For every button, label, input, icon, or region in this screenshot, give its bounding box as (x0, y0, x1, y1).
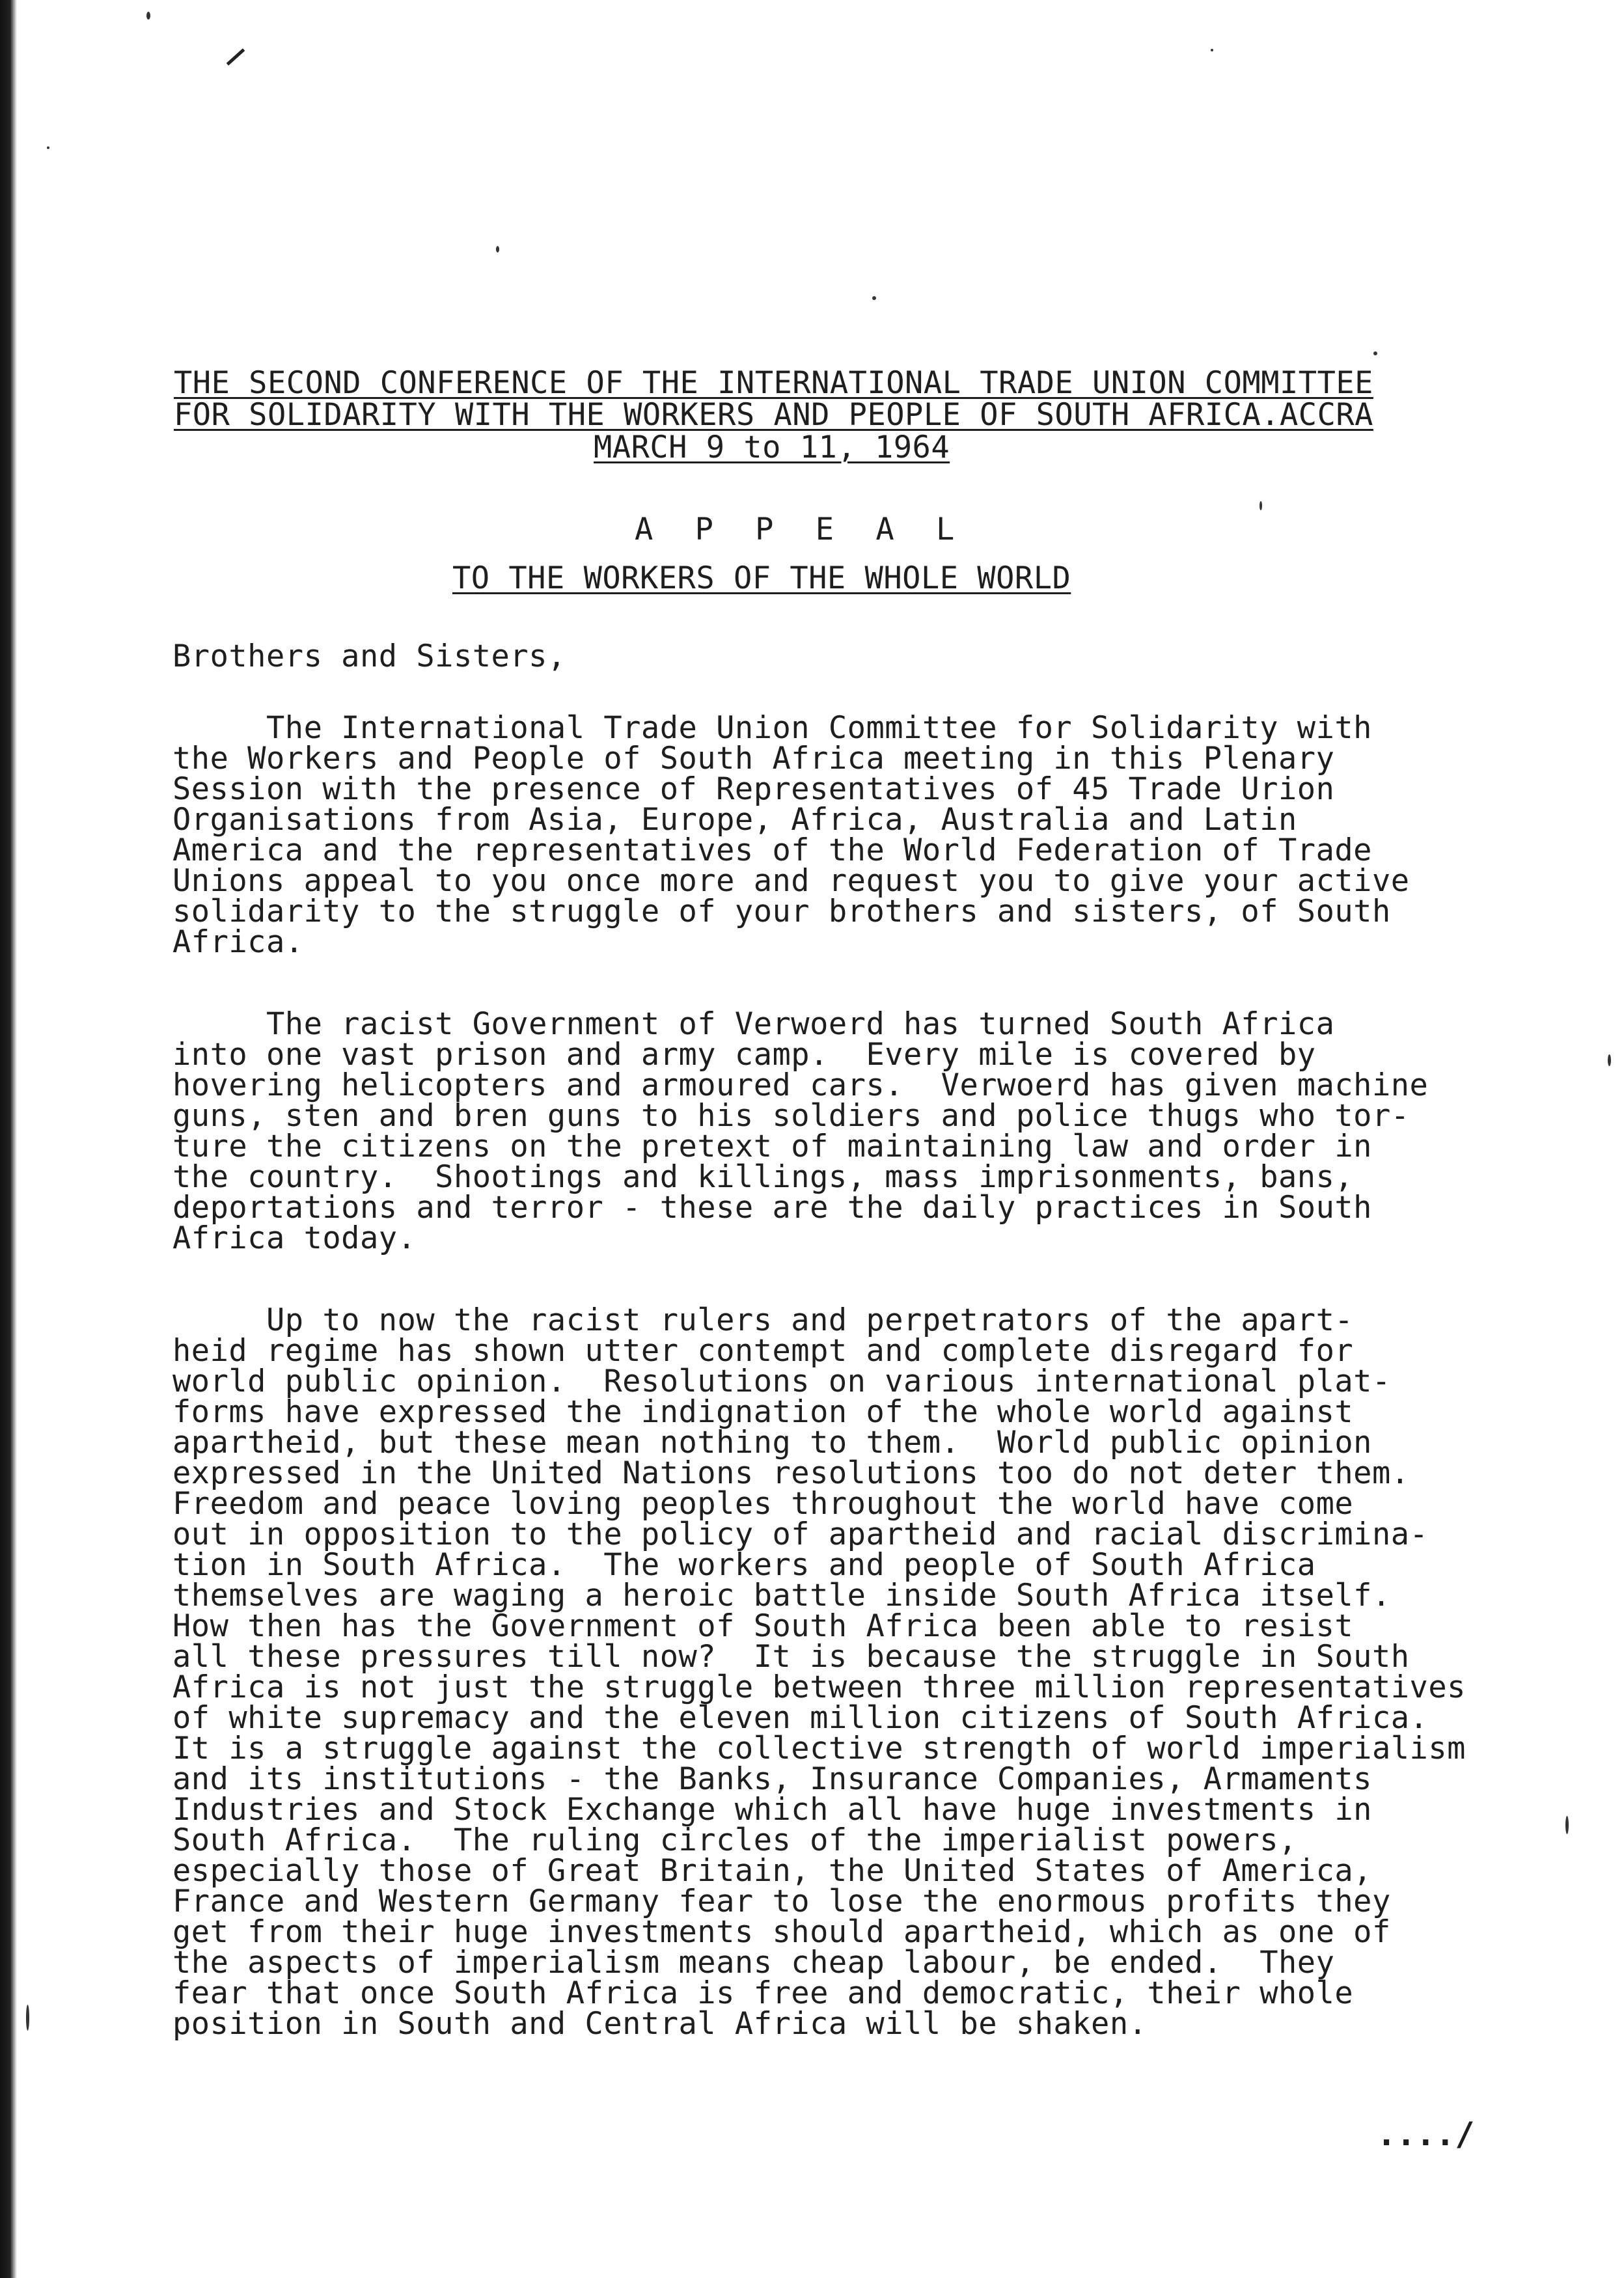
text-line: the Workers and People of South Africa meeting in this Plenary (172, 741, 1335, 776)
text-line: Africa today. (172, 1220, 417, 1256)
text-line: the aspects of imperialism means cheap labour, be ended. They (172, 1945, 1335, 1981)
text-line: South Africa. The ruling circles of the imperialist powers, (172, 1822, 1297, 1858)
text-line: all these pressures till now? It is because the struggle in South (172, 1639, 1410, 1675)
text-line: expressed in the United Nations resolutions too do not deter them. (172, 1455, 1410, 1491)
scan-speck (1608, 1054, 1611, 1066)
scan-speck (496, 246, 499, 253)
scan-speck (872, 296, 876, 300)
scan-mark (227, 48, 245, 65)
text-line: Industries and Stock Exchange which all have huge investments in (172, 1792, 1372, 1828)
text-line: It is a struggle against the collective strength of world imperialism (172, 1731, 1466, 1766)
text-line: Up to now the racist rulers and perpetrators of the apart- (172, 1302, 1354, 1338)
appeal-subtitle: TO THE WORKERS OF THE WHOLE WORLD (452, 560, 1071, 596)
text-line: deportations and terror - these are the daily practices in South (172, 1190, 1372, 1226)
text-line: Session with the presence of Representatives of 45 Trade Urion (172, 771, 1335, 807)
scan-speck (47, 146, 49, 149)
text-line: Organisations from Asia, Europe, Africa, Australia and Latin (172, 802, 1297, 838)
text-line: themselves are waging a heroic battle inside South Africa itself. (172, 1578, 1391, 1613)
scan-speck (1259, 501, 1262, 510)
text-line: Africa is not just the struggle between three million representatives (172, 1669, 1466, 1705)
text-line: out in opposition to the policy of apartheid and racial discrimina- (172, 1516, 1429, 1552)
text-line: The racist Government of Verwoerd has turned South Africa (172, 1006, 1335, 1042)
text-line: ture the citizens on the pretext of maintaining law and order in (172, 1129, 1372, 1164)
text-line: heid regime has shown utter contempt and complete disregard for (172, 1333, 1354, 1369)
text-line: tion in South Africa. The workers and people of South Africa (172, 1547, 1316, 1583)
scan-left-edge (0, 0, 17, 2278)
text-line: America and the representatives of the World Federation of Trade (172, 832, 1372, 868)
text-line: apartheid, but these mean nothing to them. World public opinion (172, 1425, 1372, 1461)
text-line: of white supremacy and the eleven million citizens of South Africa. (172, 1700, 1429, 1736)
text-line: The International Trade Union Committee for Solidarity with (172, 710, 1372, 746)
heading-line-2: FOR SOLIDARITY WITH THE WORKERS AND PEOPLE OF SOUTH AFRICA.ACCRA (174, 397, 1373, 433)
continuation-mark: ..../ (1377, 2115, 1475, 2153)
scan-speck (1373, 351, 1377, 355)
text-line: Freedom and peace loving peoples throughout the world have come (172, 1486, 1354, 1522)
heading-line-3: MARCH 9 to 11, 1964 (594, 430, 950, 465)
text-line: France and Western Germany fear to lose the enormous profits they (172, 1884, 1391, 1919)
text-line: fear that once South Africa is free and democratic, their whole (172, 1975, 1354, 2011)
salutation: Brothers and Sisters, (172, 638, 566, 674)
scan-speck (26, 2005, 29, 2031)
text-line: solidarity to the struggle of your brothers and sisters, of South (172, 894, 1391, 929)
text-line: guns, sten and bren guns to his soldiers and police thugs who tor- (172, 1098, 1410, 1134)
scan-speck (1565, 1816, 1569, 1834)
text-line: Unions appeal to you once more and request you to give your active (172, 863, 1410, 899)
scan-speck (146, 12, 150, 20)
heading-line-1: THE SECOND CONFERENCE OF THE INTERNATIONAL TRADE UNION COMMITTEE (174, 365, 1373, 401)
text-line: hovering helicopters and armoured cars. Verwoerd has given machine (172, 1067, 1429, 1103)
appeal-title: A P P E A L (635, 512, 967, 547)
scan-speck (1211, 49, 1213, 51)
text-line: forms have expressed the indignation of the whole world against (172, 1394, 1354, 1430)
text-line: world public opinion. Resolutions on various international plat- (172, 1364, 1391, 1399)
text-line: especially those of Great Britain, the United States of America, (172, 1853, 1372, 1889)
text-line: Africa. (172, 924, 304, 960)
text-line: and its institutions - the Banks, Insurance Companies, Armaments (172, 1761, 1372, 1797)
text-line: into one vast prison and army camp. Every mile is covered by (172, 1037, 1316, 1073)
text-line: position in South and Central Africa will be shaken. (172, 2006, 1148, 2042)
text-line: the country. Shootings and killings, mass imprisonments, bans, (172, 1159, 1354, 1195)
text-line: get from their huge investments should apartheid, which as one of (172, 1914, 1391, 1950)
text-line: How then has the Government of South Africa been able to resist (172, 1608, 1354, 1644)
